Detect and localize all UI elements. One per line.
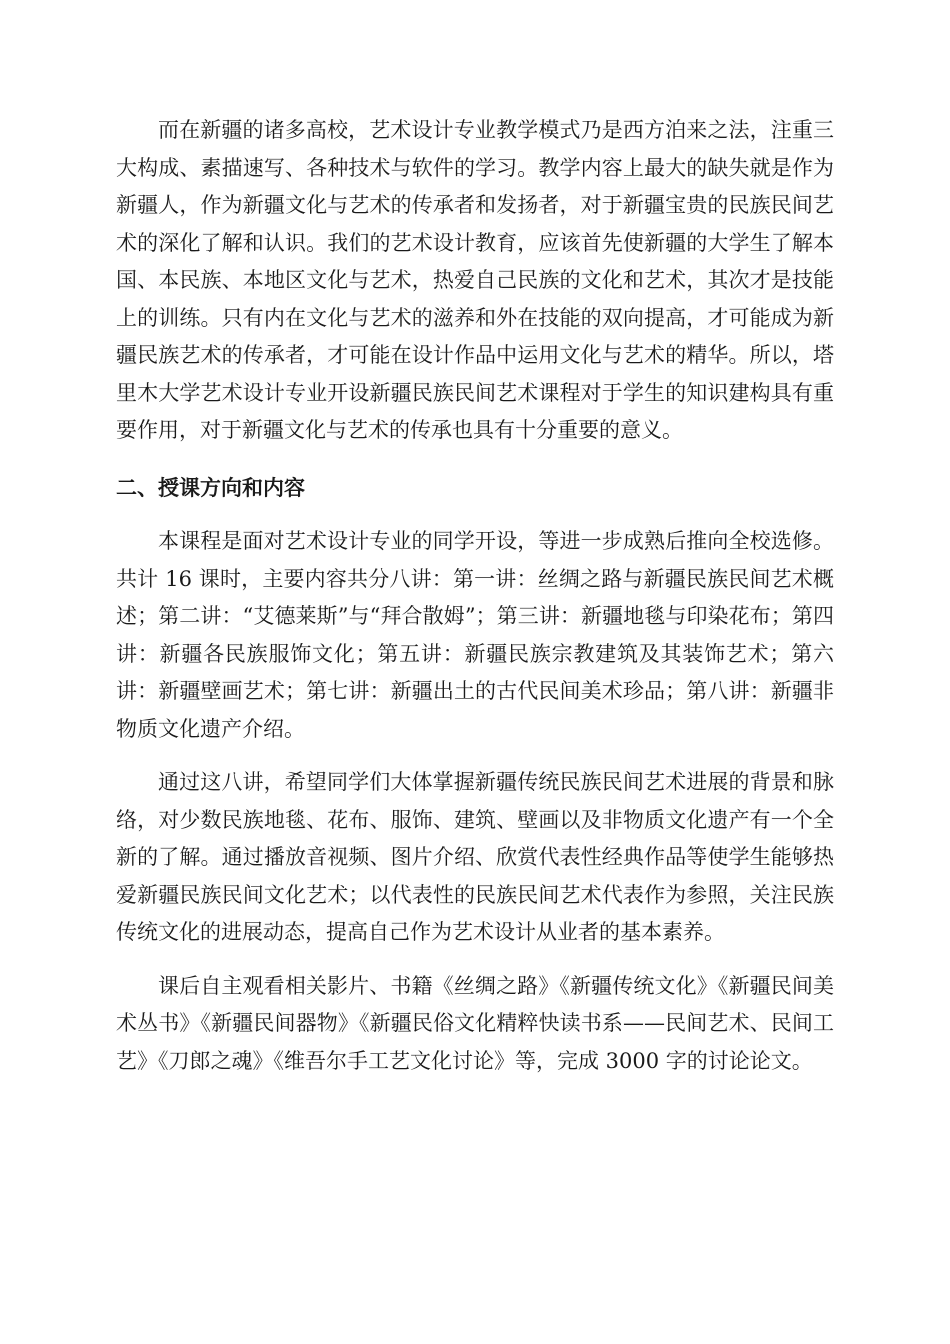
paragraph-course-goals: 通过这八讲，希望同学们大体掌握新疆传统民族民间艺术进展的背景和脉络，对少数民族地毯、花布、服饰、建筑、壁画以及非物质文化遗产有一个全新的了解。通过播放音视频、图片介绍、欣赏代表性经典作品等使学生能够热爱新疆民族民间文化艺术；以代表性的民族民间艺术代表作为参照，关注民族传统文化的进展动态，提高自己作为艺术设计从业者的基本素养。 (116, 770, 834, 944)
section-heading: 二、授课方向和内容 (116, 475, 305, 500)
paragraph-course-outline: 本课程是面对艺术设计专业的同学开设，等进一步成熟后推向全校选修。共计 16 课时，主要内容共分八讲：第一讲：丝绸之路与新疆民族民间艺术概述；第二讲：“艾德莱斯”与“拜合散姆”；第三讲：新疆地毯与印染花布；第四讲：新疆各民族服饰文化；第五讲：新疆民族宗教建筑及其装饰艺术；第六讲：新疆壁画艺术；第七讲：新疆出土的古代民间美术珍品；第八讲：新疆非物质文化遗产介绍。 (116, 529, 834, 741)
paragraph-intro: 而在新疆的诸多高校，艺术设计专业教学模式乃是西方泊来之法，注重三大构成、素描速写、各种技术与软件的学习。教学内容上最大的缺失就是作为新疆人，作为新疆文化与艺术的传承者和发扬者，对于新疆宝贵的民族民间艺术的深化了解和认识。我们的艺术设计教育，应该首先使新疆的大学生了解本国、本民族、本地区文化与艺术，热爱自己民族的文化和艺术，其次才是技能上的训练。只有内在文化与艺术的滋养和外在技能的双向提高，才可能成为新疆民族艺术的传承者，才可能在设计作品中运用文化与艺术的精华。所以，塔里木大学艺术设计专业开设新疆民族民间艺术课程对于学生的知识建构具有重要作用，对于新疆文化与艺术的传承也具有十分重要的意义。 (116, 118, 834, 442)
document-body (116, 112, 834, 1080)
paragraph-after-class: 课后自主观看相关影片、书籍《丝绸之路》《新疆传统文化》《新疆民间美术丛书》《新疆民间器物》《新疆民俗文化精粹快读书系——民间艺术、民间工艺》《刀郎之魂》《维吾尔手工艺文化讨论》等，完成 3000 字的讨论论文。 (116, 973, 834, 1073)
